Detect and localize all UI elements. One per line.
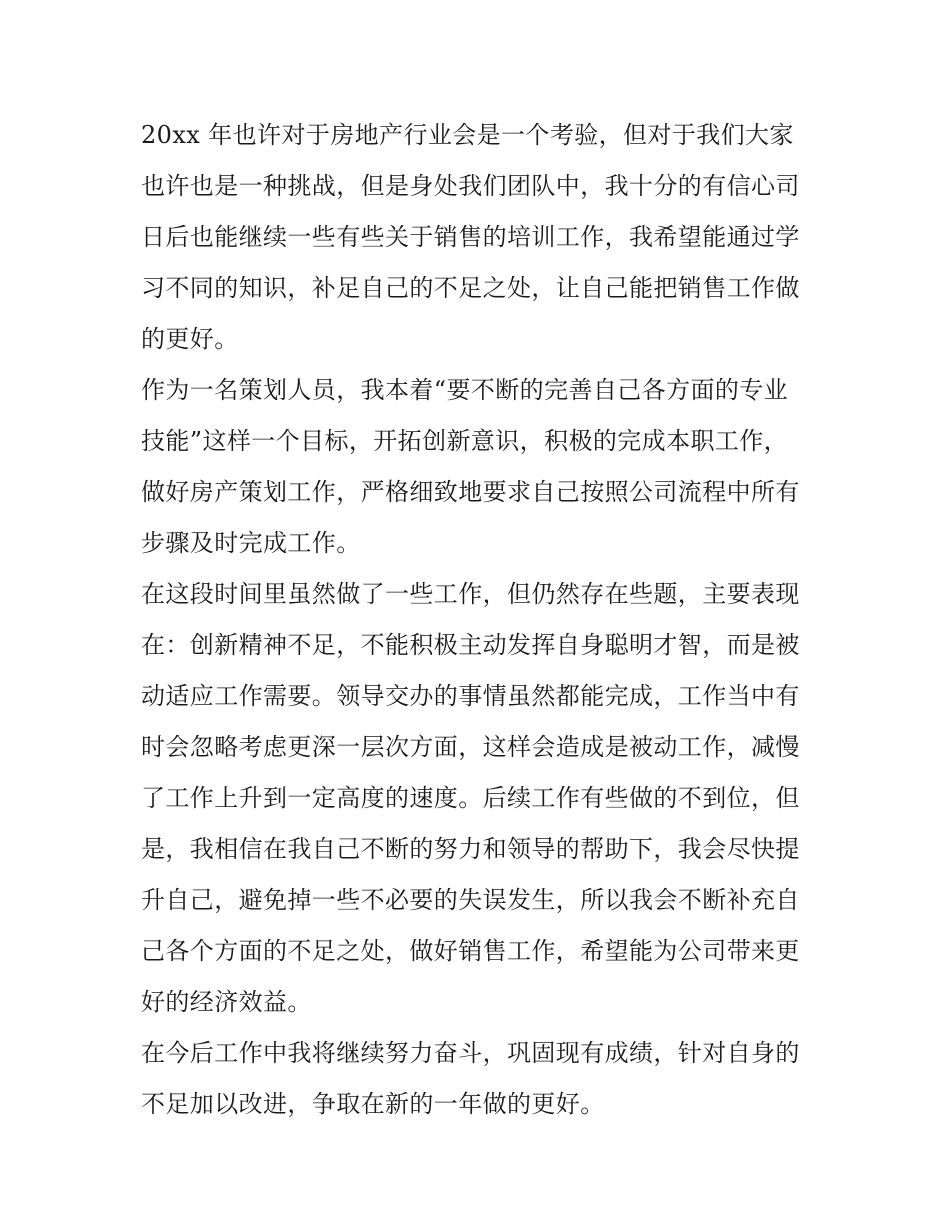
text-line: 20xx 年也许对于房地产行业会是一个考验，但对于我们大家: [141, 121, 794, 149]
text-line: 技能”这样一个目标，开拓创新意识，积极的完成本职工作，: [141, 427, 789, 455]
text-line: 是，我相信在我自己不断的努力和领导的帮助下，我会尽快提: [141, 835, 800, 863]
text-line: 在今后工作中我将继续努力奋斗，巩固现有成绩，针对自身的: [141, 1039, 800, 1067]
text-line: 作为一名策划人员，我本着“要不断的完善自己各方面的专业: [141, 376, 789, 404]
text-line: 在这段时间里虽然做了一些工作，但仍然存在些题，主要表现: [141, 580, 800, 608]
text-line: 也许也是一种挑战，但是身处我们团队中，我十分的有信心司: [141, 172, 800, 200]
text-line: 的更好。: [141, 325, 239, 353]
text-line: 升自己，避免掉一些不必要的失误发生，所以我会不断补充自: [141, 886, 800, 914]
document-body: [141, 110, 821, 1130]
text-line: 步骤及时完成工作。: [141, 529, 361, 557]
text-line: 好的经济效益。: [141, 988, 312, 1016]
text-line: 时会忽略考虑更深一层次方面，这样会造成是被动工作，减慢: [141, 733, 800, 761]
text-line: 了工作上升到一定高度的速度。后续工作有些做的不到位，但: [141, 784, 800, 812]
text-line: 做好房产策划工作，严格细致地要求自己按照公司流程中所有: [141, 478, 800, 506]
text-line: 在：创新精神不足，不能积极主动发挥自身聪明才智，而是被: [141, 631, 800, 659]
text-line: 日后也能继续一些有些关于销售的培训工作，我希望能通过学: [141, 223, 800, 251]
text-line: 不足加以改进，争取在新的一年做的更好。: [141, 1090, 605, 1118]
text-line: 动适应工作需要。领导交办的事情虽然都能完成，工作当中有: [141, 682, 800, 710]
text-line: 习不同的知识，补足自己的不足之处，让自己能把销售工作做: [141, 274, 800, 302]
text-line: 己各个方面的不足之处，做好销售工作，希望能为公司带来更: [141, 937, 800, 965]
